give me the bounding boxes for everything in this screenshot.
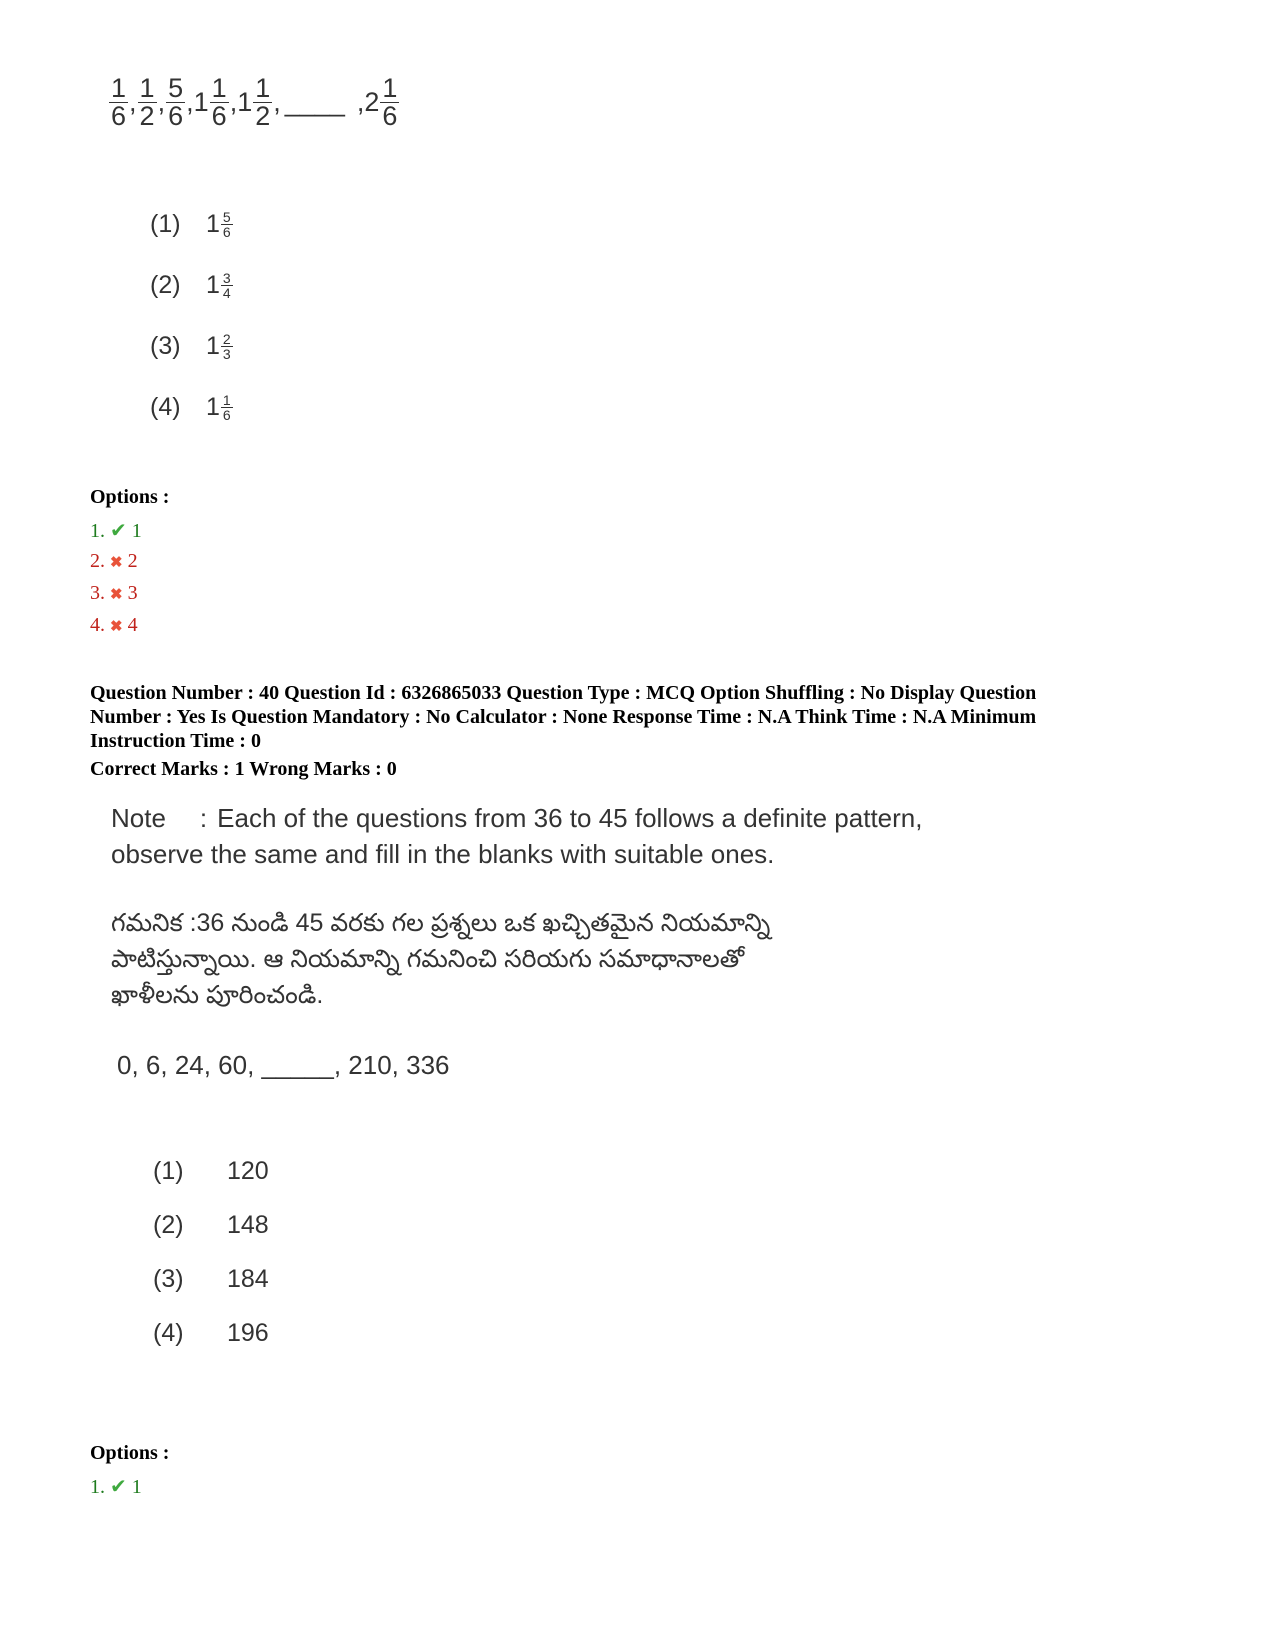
meta-line: Number : Yes Is Question Mandatory : No Calculator : None Response Time : N.A Think Time : N.A Minimum xyxy=(90,706,1037,728)
check-icon: ✔ xyxy=(110,520,127,542)
option-label: (1) xyxy=(153,1157,184,1185)
q40-option xyxy=(153,1265,269,1294)
q40-option xyxy=(153,1157,269,1186)
check-icon: ✔ xyxy=(110,1476,127,1498)
seq-fraction: 1 2 xyxy=(255,72,271,131)
answer-row: 2. ✖ 2 xyxy=(90,550,138,572)
answer-row: 1. ✔ 1 xyxy=(90,520,142,542)
q39-option xyxy=(150,383,234,431)
question-marks: Correct Marks : 1 Wrong Marks : 0 xyxy=(90,758,397,780)
option-label: (3) xyxy=(150,331,181,360)
meta-line: Instruction Time : 0 xyxy=(90,730,261,752)
option-value: 184 xyxy=(227,1265,269,1293)
q39-sequence: 1 6 , 1 2 , 5 6 , 1 1 6 , 1 1 2 , ____ , 2 1 6 xyxy=(111,72,398,131)
option-label: (2) xyxy=(153,1211,184,1239)
seq-fraction: 1 6 xyxy=(111,72,127,131)
options-heading: Options : xyxy=(90,486,170,508)
option-label: (2) xyxy=(150,270,181,299)
answer-row: 1. ✔ 1 xyxy=(90,1476,142,1498)
options-heading: Options : xyxy=(90,1442,170,1464)
option-whole: 1 xyxy=(206,209,220,238)
question-meta xyxy=(90,681,1036,753)
option-fraction: 5 6 xyxy=(222,208,231,240)
option-fraction: 1 6 xyxy=(222,391,231,423)
q39-option xyxy=(150,200,234,248)
option-label: (3) xyxy=(153,1265,184,1293)
cross-icon: ✖ xyxy=(110,619,123,635)
note-english: Note : Each of the questions from 36 to 45 follows a definite pattern, observe the same and fill in the blanks with suitable ones. xyxy=(111,803,923,869)
seq-fraction: 5 6 xyxy=(168,72,184,131)
q40-option xyxy=(153,1211,269,1240)
q39-option xyxy=(150,322,234,370)
answer-row: 3. ✖ 3 xyxy=(90,582,138,604)
cross-icon: ✖ xyxy=(110,587,123,603)
answer-row: 4. ✖ 4 xyxy=(90,614,138,636)
option-whole: 1 xyxy=(206,270,220,299)
q40-sequence: 0, 6, 24, 60, _____, 210, 336 xyxy=(117,1050,450,1080)
cross-icon: ✖ xyxy=(110,555,123,571)
seq-whole: 1 xyxy=(237,86,253,117)
option-fraction: 3 4 xyxy=(222,269,231,301)
option-whole: 1 xyxy=(206,392,220,421)
seq-fraction: 1 6 xyxy=(382,72,398,131)
option-value: 196 xyxy=(227,1319,269,1347)
option-label: (4) xyxy=(153,1319,184,1347)
option-whole: 1 xyxy=(206,331,220,360)
option-value: 148 xyxy=(227,1211,269,1239)
seq-blank: ____ xyxy=(284,86,345,117)
option-label: (4) xyxy=(150,392,181,421)
seq-whole: 2 xyxy=(364,86,380,117)
option-fraction: 2 3 xyxy=(222,330,231,362)
option-label: (1) xyxy=(150,209,181,238)
option-value: 120 xyxy=(227,1157,269,1185)
q39-option xyxy=(150,261,234,309)
seq-fraction: 1 6 xyxy=(211,72,227,131)
q40-option xyxy=(153,1319,269,1348)
meta-line: Question Number : 40 Question Id : 6326865033 Question Type : MCQ Option Shuffling : No Display Question xyxy=(90,682,1037,704)
seq-whole: 1 xyxy=(193,86,209,117)
note-label: Note xyxy=(111,803,166,833)
note-telugu: గమనిక :36 నుండి 45 వరకు గల ప్రశ్నలు ఒక ఖచ్చితమైన నియమాన్ని పాటిస్తున్నాయి. ఆ నియమాన్ని గమనించి సరియగు సమాధానాలతో ఖాళీలను పూరించండి. xyxy=(111,909,771,1009)
seq-fraction: 1 2 xyxy=(139,72,155,131)
